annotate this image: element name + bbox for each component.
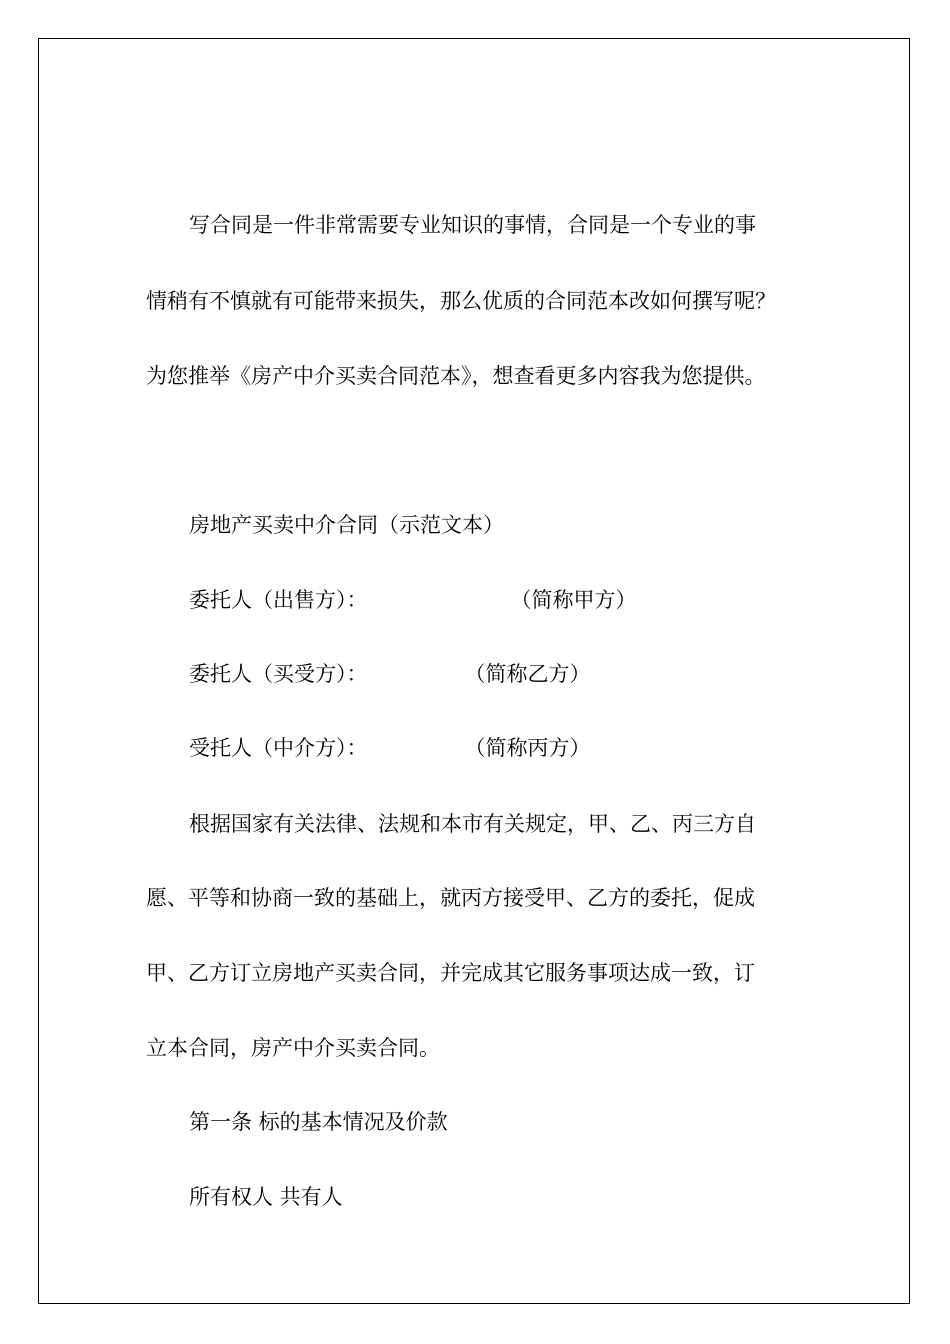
party-b-line [189,660,849,688]
para-line-4: 立本合同，房产中介买卖合同。 [146,1036,440,1060]
party-c-line [189,734,849,762]
party-c-note: （简称丙方） [464,736,591,760]
party-c-label: 受托人（中介方）： [189,736,368,760]
intro-line-1: 写合同是一件非常需要专业知识的事情，合同是一个专业的事 [189,213,756,237]
intro-line-3: 为您推举《房产中介买卖合同范本》，想查看更多内容我为您提供。 [146,364,766,388]
party-b-label: 委托人（买受方）： [189,662,368,686]
party-a-note: （简称甲方） [510,588,637,612]
party-b-note: （简称乙方） [464,662,591,686]
intro-line-2: 情稍有不慎就有可能带来损失，那么优质的合同范本改如何撰写呢？ [146,289,776,313]
para-line-1: 根据国家有关法律、法规和本市有关规定，甲、乙、丙三方自 [189,812,756,836]
para-line-3: 甲、乙方订立房地产买卖合同，并完成其它服务事项达成一致，订 [146,961,755,985]
article-1-title: 第一条 标的基本情况及价款 [189,1110,448,1134]
owner-line: 所有权人 共有人 [189,1185,343,1209]
para-line-2: 愿、平等和协商一致的基础上，就丙方接受甲、乙方的委托，促成 [146,886,755,910]
contract-title: 房地产买卖中介合同（示范文本） [189,513,504,537]
party-a-label: 委托人（出售方）： [189,588,368,612]
party-a-line [189,586,849,614]
